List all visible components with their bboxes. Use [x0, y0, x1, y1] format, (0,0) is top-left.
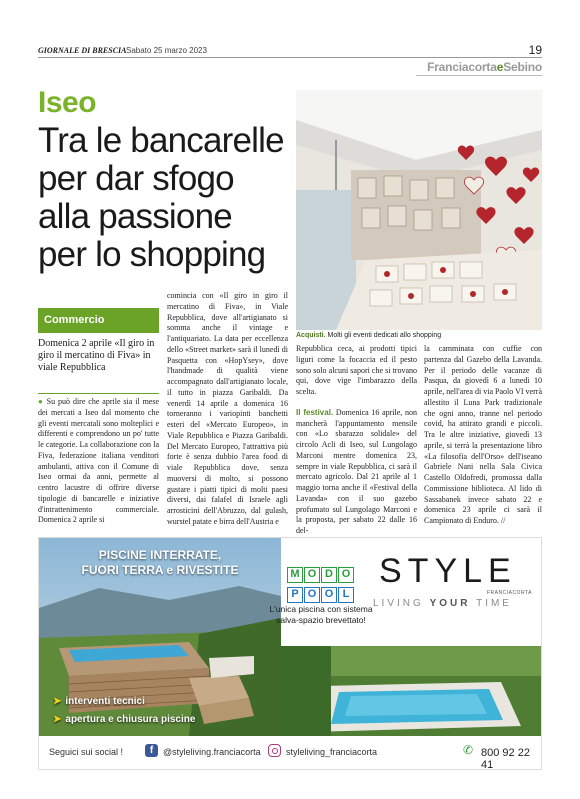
festival-label: Il festival. — [296, 407, 334, 417]
article-subhead: Domenica 2 aprile «Il giro in giro il mercatino di Fiva» in viale Repubblica — [38, 338, 155, 373]
modo-pool-tagline: L'unica piscina con sistema salva-spazio brevettato! — [269, 604, 373, 625]
style-logo: STYLE — [379, 552, 517, 590]
subhead-rule — [38, 393, 159, 394]
rubric-label: Commercio — [38, 308, 159, 333]
photo-caption: Acquisti. Molti gli eventi dedicati allo shopping — [296, 332, 442, 339]
article-column-1: ● Su può dire che aprile sia il mese dei mercati a Iseo dal momento che gli eventi mercatali sono molteplici e differenti e comprendono un po' tutte le categorie. La collaborazione con la Fiva, federazione italiana venditori ambulanti, attiva con il Comune di Iseo ormai da anni, permette al centro lacustre di offrire diverse tipologie di bancarelle e iniziative d'intrattenimento commerciale. Domenica 2 aprile si — [38, 397, 160, 525]
facebook-icon: f — [145, 744, 158, 757]
article-kicker: Iseo — [38, 86, 97, 119]
ad-garden-pool-image — [281, 646, 542, 736]
page-number: 19 — [528, 43, 542, 57]
bullet-icon: ● — [38, 397, 44, 406]
garden-pool-illustration — [281, 646, 542, 736]
advertisement — [38, 537, 542, 770]
issue-date: Sabato 25 marzo 2023 — [126, 46, 207, 55]
phone-number: 800 92 22 41 — [481, 747, 530, 770]
style-tagline: LIVING YOUR TIME — [373, 598, 512, 609]
ad-footer — [39, 736, 542, 770]
ad-title: PISCINE INTERRATE, FUORI TERRA e RIVESTITE — [81, 548, 239, 577]
article-column-2: comincia con «Il giro in giro il mercatino di Fiva», in Viale Repubblica, dove all'artigianato si somma anche il vintage e l'antiquariato. La data per eccellenza dello «Street market» sarà il lunedì di Pasquetta con «HopYsey», dove l'handmade di qualità viene accompagnato dall'artigianato locale, il tutto in piazza Garibaldi. Da venerdì 14 aprile a domenica 16 torneranno i variopinti banchetti esteri del «Mercato Europeo», in Viale Repubblica e Piazza Garibaldi. Del Mercato Europeo, l'attrattiva più forte è senza dubbio l'area food di viale Repubblica dove, senza muoversi di molto, si possono gustare i piatti tipici di molti paesi diversi, dai falafel di Israele agli arrosticini dell'Abruzzo, dal gulash, wurstel patate e birra dell'Austria e — [167, 291, 288, 526]
instagram-icon — [268, 744, 281, 757]
modo-pool-logo: M O D O P O O L — [287, 564, 357, 603]
facebook-handle: @styleliving.franciacorta — [163, 747, 261, 757]
ad-bullet-1: ➤ interventi tecnici — [53, 696, 145, 707]
market-stall-illustration — [296, 90, 542, 330]
wrench-icon: ➤ — [53, 696, 62, 707]
article-headline: Tra le bancarelle per dar sfogo alla passione per lo shopping — [38, 121, 284, 274]
header-rule — [38, 57, 542, 58]
section-rule — [416, 75, 542, 76]
social-label: Seguici sui social ! — [49, 747, 124, 757]
phone-icon: ✆ — [463, 743, 474, 757]
publication-name: GIORNALE DI BRESCIA — [38, 46, 127, 55]
ad-pool-image — [39, 538, 281, 736]
article-column-4: la camminata con cuffie con partenza dal Gazebo della Lavanda. Per il periodo delle vacanze di Pasqua, da giovedì 6 a lunedì 10 aprile, nell'area di via Paolo VI verrà allestito il Luna Park tradizionale che ogni anno, tranne nel periodo covid, ha attirato grandi e piccoli. Tra le altre iniziative, giovedì 13 aprile, si terrà la presentazione libro «La filosofia dell'Orso» dell'iseano Gabriele Nani nella Sala Civica Castello Oldofredi, promossa dalla Commissione biblioteca. Al lido di Sassabanek invece sabato 22 e domenica 23 aprile ci sarà il Campionato di Enduro. // — [424, 344, 542, 525]
style-sub: FRANCIACORTA — [487, 590, 532, 596]
article-column-3: Repubblica ceca, ai prodotti tipici liguri come la focaccia ed il pesto sono solo alcuni sapori che si trovano qui, dove vige l'imbarazzo della scelta. Il festival. Domenica 16 aprile, non mancherà l'appuntamento mensile con «Lo sbarazzo solidale» del circolo Acli di Iseo, sul Lungolago Marconi mentre domenica 23, sempre in viale Repubblica, ci sarà il mercato agricolo. Dal 21 aprile al 1 maggio torna anche il «Festival della Lavanda» con il suo gazebo profumato sul Lungolago Marconi e la proposta, per sabato 22 dalle 16 del- — [296, 344, 417, 535]
section-name: FranciacortaeSebino — [427, 60, 542, 74]
ad-bullet-2: ➤ apertura e chiusura piscine — [53, 714, 196, 725]
arrow-icon: ➤ — [53, 714, 62, 725]
market-stall-photo — [296, 90, 542, 330]
instagram-handle: styleliving_franciacorta — [286, 747, 378, 757]
page-header — [38, 40, 542, 76]
